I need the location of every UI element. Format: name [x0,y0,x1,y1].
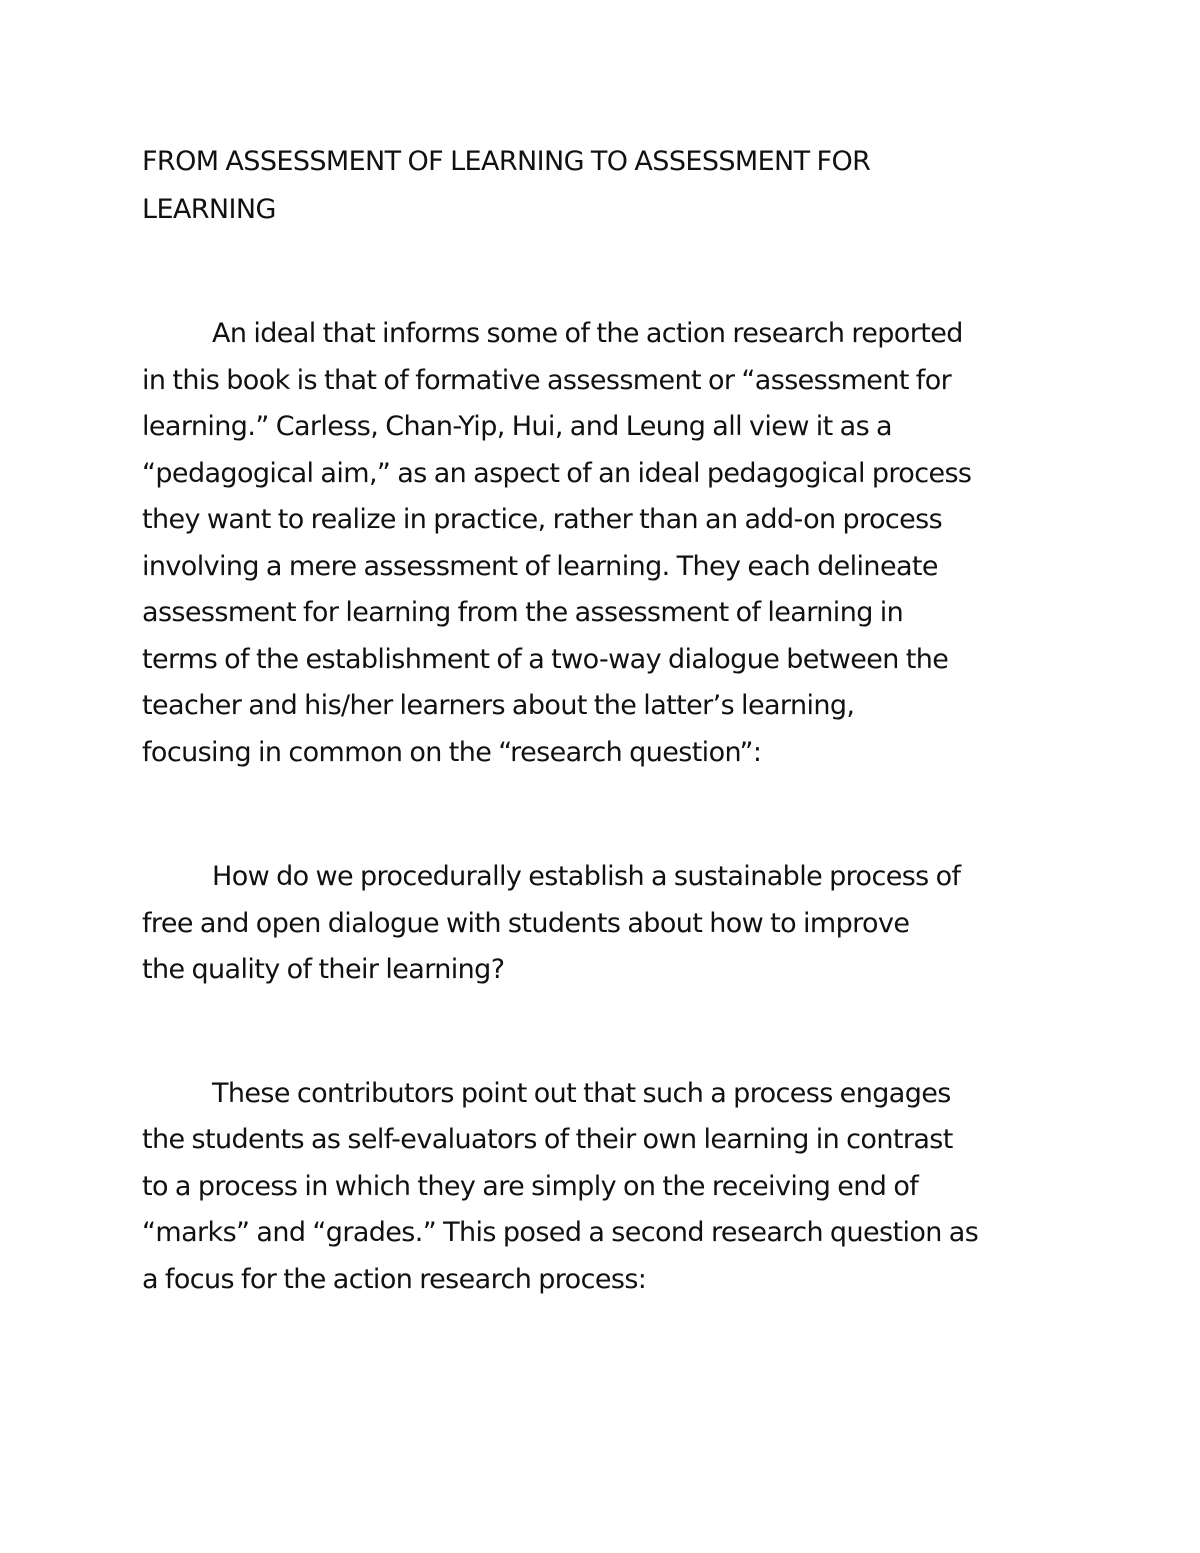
paragraph-1-line-8: terms of the establishment of a two-way dialogue between the [142,644,949,675]
paragraph-1-line-4: “pedagogical aim,” as an aspect of an ideal pedagogical process [142,458,972,489]
paragraph-1-line-10: focusing in common on the “research question”: [142,737,762,768]
paragraph-3-line-3: to a process in which they are simply on the receiving end of [142,1171,919,1202]
paragraph-1-line-5: they want to realize in practice, rather than an add-on process [142,504,943,535]
paragraph-1-line-9: teacher and his/her learners about the latter’s learning, [142,690,855,721]
paragraph-3-line-5: a focus for the action research process: [142,1264,647,1295]
paragraph-1-line-7: assessment for learning from the assessment of learning in [142,597,904,628]
paragraph-3-line-1: These contributors point out that such a process engages [212,1078,951,1109]
paragraph-3-line-4: “marks” and “grades.” This posed a second research question as [142,1217,979,1248]
paragraph-2-line-3: the quality of their learning? [142,954,505,985]
paragraph-2-line-2: free and open dialogue with students about how to improve [142,908,910,939]
paragraph-1-line-6: involving a mere assessment of learning. They each delineate [142,551,938,582]
title-line-2: LEARNING [142,194,276,225]
paragraph-1-line-2: in this book is that of formative assessment or “assessment for [142,365,952,396]
title-line-1: FROM ASSESSMENT OF LEARNING TO ASSESSMENT FOR [142,146,871,177]
paragraph-2-line-1: How do we procedurally establish a sustainable process of [212,861,961,892]
paragraph-3-line-2: the students as self-evaluators of their own learning in contrast [142,1124,953,1155]
paragraph-1-line-1: An ideal that informs some of the action research reported [212,318,963,349]
paragraph-1-line-3: learning.” Carless, Chan-Yip, Hui, and Leung all view it as a [142,411,892,442]
